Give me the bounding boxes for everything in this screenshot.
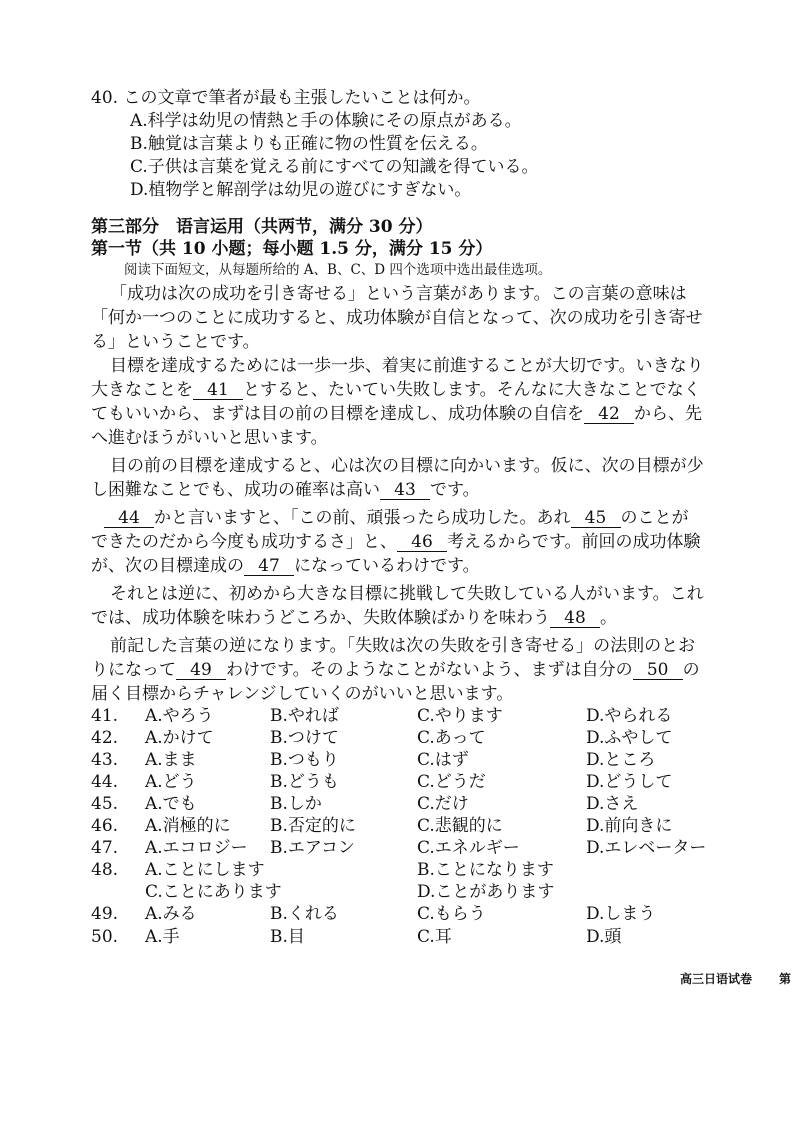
passage-line: 届く目標からチャレンジしていくのがいいと思います。 bbox=[91, 684, 514, 704]
option-d: D.ことがあります bbox=[417, 882, 555, 902]
option-d: D.ふやして bbox=[586, 728, 673, 748]
option-b: B.否定的に bbox=[270, 816, 356, 836]
option-b: B.やれば bbox=[270, 706, 339, 726]
option-a: A.かけて bbox=[145, 728, 214, 748]
blank-47: 47 bbox=[244, 557, 294, 576]
option-a: A.でも bbox=[145, 794, 197, 814]
option-b: B.しか bbox=[270, 794, 322, 814]
question-number: 44. bbox=[91, 772, 119, 792]
blank-42: 42 bbox=[584, 405, 634, 424]
option-c: C.どうだ bbox=[417, 772, 486, 792]
question-number: 49. bbox=[91, 904, 119, 924]
blank-41: 41 bbox=[193, 381, 243, 400]
q40-option-a: A.科学は幼児の情熱と手の体験にその原点がある。 bbox=[130, 111, 522, 131]
question-number: 48. bbox=[91, 860, 119, 880]
option-d: D.しまう bbox=[586, 904, 656, 924]
question-number: 45. bbox=[91, 794, 119, 814]
passage-line: 「成功は次の成功を引き寄せる」という言葉があります。この言葉の意味は bbox=[110, 284, 687, 304]
passage-line: それとは逆に、初めから大きな目標に挑戦して失敗している人がいます。これ bbox=[110, 584, 704, 604]
passage-line: 目の前の目標を達成すると、心は次の目標に向かいます。仮に、次の目標が少 bbox=[110, 456, 704, 476]
question-number: 41. bbox=[91, 706, 119, 726]
option-b: B.つもり bbox=[270, 750, 339, 770]
blank-43: 43 bbox=[380, 481, 430, 500]
question-number: 46. bbox=[91, 816, 119, 836]
option-c: C.悲観的に bbox=[417, 816, 503, 836]
passage-line: 前記した言葉の逆になります。「失敗は次の失敗を引き寄せる」の法則のとお bbox=[110, 636, 696, 656]
passage-line: 「何か一つのことに成功すると、成功体験が自信となって、次の成功を引き寄せ bbox=[91, 308, 703, 328]
passage-line: る」ということです。 bbox=[91, 332, 260, 352]
passage-line: が、次の目標達成の 47 になっているわけです。 bbox=[91, 556, 480, 576]
option-a: A.手 bbox=[145, 927, 180, 947]
q40-option-b: B.触覚は言葉よりも正確に物の性質を伝える。 bbox=[130, 134, 488, 154]
option-c: C.エネルギー bbox=[417, 838, 520, 858]
option-b: B.目 bbox=[270, 927, 305, 947]
passage-line: 大きなことを 41 とすると、たいてい失敗します。そんなに大きなことでなく bbox=[91, 380, 701, 400]
passage-line: りになって 49 わけです。そのようなことがないよう、まずは自分の 50 の bbox=[91, 660, 700, 680]
q40-stem: 40. この文章で筆者が最も主張したいことは何か。 bbox=[91, 88, 481, 108]
option-d: D.やられる bbox=[586, 706, 673, 726]
option-a: A.エコロジー bbox=[145, 838, 248, 858]
q40-option-c: C.子供は言葉を覚える前にすべての知識を得ている。 bbox=[130, 157, 539, 177]
question-number: 42. bbox=[91, 728, 119, 748]
blank-45: 45 bbox=[571, 509, 621, 528]
passage-line: 目標を達成するためには一歩一歩、着実に前進することが大切です。いきなり bbox=[110, 356, 704, 376]
passage-line: へ進むほうがいいと思います。 bbox=[91, 428, 328, 448]
blank-48: 48 bbox=[550, 609, 600, 628]
option-a: A.ことにします bbox=[145, 860, 265, 880]
option-a: A.やろう bbox=[145, 706, 214, 726]
option-d: D.ところ bbox=[586, 750, 656, 770]
question-number: 50. bbox=[91, 927, 119, 947]
passage-line: てもいいから、まずは目の前の目標を達成し、成功体験の自信を 42 から、先 bbox=[91, 404, 702, 424]
option-c: C.耳 bbox=[417, 927, 452, 947]
section-instruction: 阅读下面短文，从每题所给的 A、B、C、D 四个选项中选出最佳选项。 bbox=[124, 262, 552, 278]
option-a: A.まま bbox=[145, 750, 197, 770]
blank-46: 46 bbox=[397, 533, 447, 552]
blank-44: 44 bbox=[104, 509, 154, 528]
passage-line: し困難なことでも、成功の確率は高い 43 です。 bbox=[91, 480, 480, 500]
option-c: C.だけ bbox=[417, 794, 469, 814]
option-c: C.ことにあります bbox=[145, 882, 282, 902]
question-number: 43. bbox=[91, 750, 119, 770]
option-a: A.どう bbox=[145, 772, 197, 792]
footer-page: 第 bbox=[779, 972, 792, 986]
section-title: 第三部分 语言运用（共两节，满分 30 分） bbox=[91, 217, 433, 237]
option-d: D.エレベーター bbox=[586, 838, 707, 858]
option-c: C.はず bbox=[417, 750, 469, 770]
option-c: C.あって bbox=[417, 728, 486, 748]
option-b: B.ことになります bbox=[417, 860, 554, 880]
option-b: B.つけて bbox=[270, 728, 339, 748]
passage-line: では、成功体験を味わうどころか、失敗体験ばかりを味わう 48 。 bbox=[91, 608, 617, 628]
blank-49: 49 bbox=[176, 661, 226, 680]
option-d: D.さえ bbox=[586, 794, 639, 814]
question-number: 47. bbox=[91, 838, 119, 858]
option-b: B.くれる bbox=[270, 904, 339, 924]
option-a: A.消極的に bbox=[145, 816, 231, 836]
footer-label: 高三日语试卷 bbox=[680, 972, 753, 986]
section-subtitle: 第一节（共 10 小题；每小题 1.5 分，满分 15 分） bbox=[91, 239, 493, 259]
blank-50: 50 bbox=[633, 661, 683, 680]
passage-line: できたのだから今度も成功するさ」と、 46 考えるからです。前回の成功体験 bbox=[91, 532, 701, 552]
option-a: A.みる bbox=[145, 904, 197, 924]
option-c: C.もらう bbox=[417, 904, 486, 924]
option-b: B.どうも bbox=[270, 772, 339, 792]
option-d: D.前向きに bbox=[586, 816, 673, 836]
option-d: D.頭 bbox=[586, 927, 622, 947]
option-b: B.エアコン bbox=[270, 838, 356, 858]
passage-line: 44 かと言いますと、「この前、頑張ったら成功した。あれ 45 のことが bbox=[104, 507, 689, 529]
option-d: D.どうして bbox=[586, 772, 673, 792]
option-c: C.やります bbox=[417, 706, 503, 726]
q40-option-d: D.植物学と解剖学は幼児の遊びにすぎない。 bbox=[130, 180, 472, 200]
